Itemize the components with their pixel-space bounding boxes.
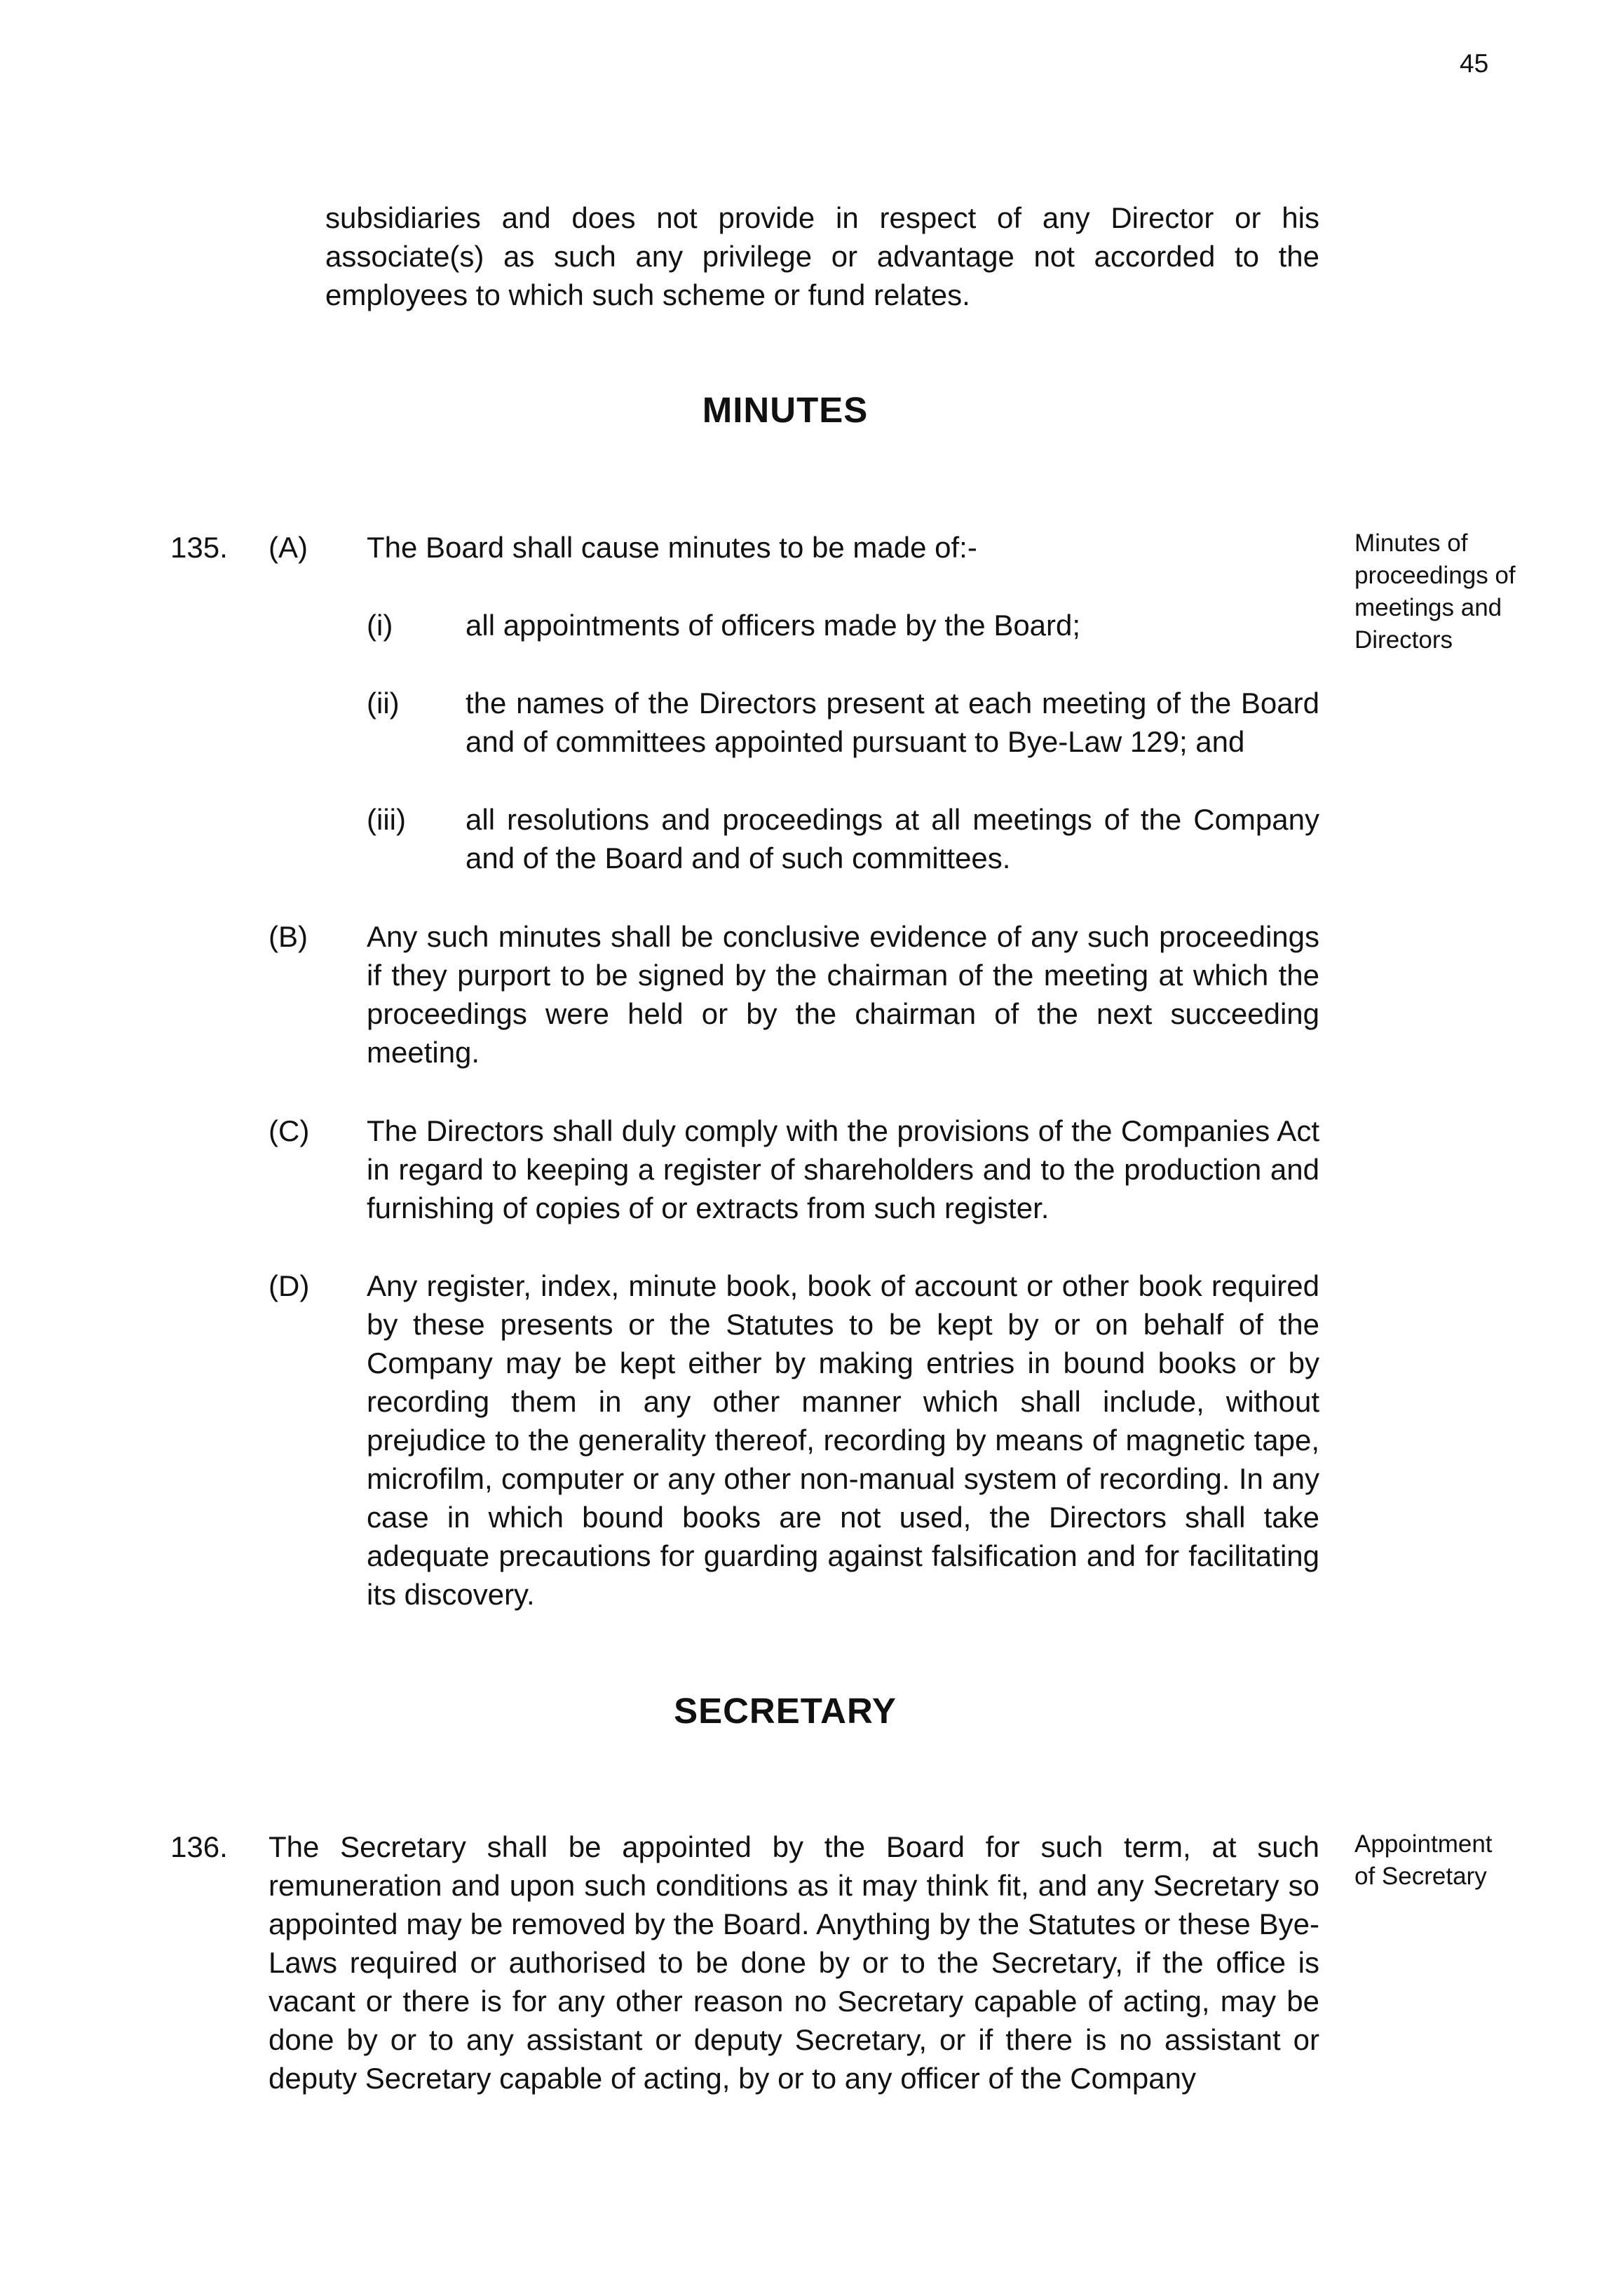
item-label-iii: (iii): [367, 803, 406, 836]
clause-text-b: Any such minutes shall be conclusive evidence of any such proceedings if they purport to be signed by the chairman of the meeting at which the proceedings were held or by the chairman of the next succeeding meeting.: [367, 920, 1319, 1069]
intro-paragraph: subsidiaries and does not provide in respect of any Director or his associate(s) as such any privilege or advantage not accorded to the employees to which such scheme or fund relates.: [325, 201, 1319, 311]
clause-label-c: (C): [269, 1114, 310, 1147]
item-label-i: (i): [367, 609, 393, 642]
clause-label-b: (B): [269, 920, 308, 953]
item-text-i: all appointments of officers made by the Board;: [466, 609, 1081, 642]
clause-label-d: (D): [269, 1269, 310, 1302]
section-heading-secretary: SECRETARY: [674, 1691, 897, 1731]
item-label-ii: (ii): [367, 687, 400, 720]
section-heading-minutes: MINUTES: [702, 390, 869, 430]
item-text-iii: all resolutions and proceedings at all meetings of the Company and of the Board and of such committees.: [466, 803, 1319, 874]
article-number-136: 136.: [170, 1830, 228, 1863]
clause-text-a: The Board shall cause minutes to be made of:-: [367, 531, 977, 564]
article-text-136: The Secretary shall be appointed by the Board for such term, at such remuneration and upon such conditions as it may think fit, and any Secretary so appointed may be removed by the Board. Anything by the Statutes or these Bye-Laws required or authorised to be done by or to the Secretary, if the office is vacant or there is for any other reason no Secretary capable of acting, may be done by or to any assistant or deputy Secretary, or if there is no assistant or deputy Secretary capable of acting, by or to any officer of the Company: [269, 1830, 1319, 2095]
clause-text-d: Any register, index, minute book, book of account or other book required by these presents or the Statutes to be kept by or on behalf of the Company may be kept either by making entries in bound books or by recording them in any other manner which shall include, without prejudice to the generality thereof, recording by means of magnetic tape, microfilm, computer or any other non-manual system of recording. In any case in which bound books are not used, the Directors shall take adequate precautions for guarding against falsification and for facilitating its discovery.: [367, 1269, 1319, 1611]
article-number-135: 135.: [170, 531, 228, 564]
page-number: 45: [1460, 49, 1489, 78]
clause-text-c: The Directors shall duly comply with the provisions of the Companies Act in regard to keeping a register of shareholders and to the production and furnishing of copies of or extracts from such register.: [367, 1114, 1319, 1224]
margin-note-secretary: Appointment of Secretary: [1354, 1830, 1493, 1890]
clause-label-a: (A): [269, 531, 308, 564]
margin-note-minutes: Minutes of proceedings of meetings and Directors: [1354, 529, 1516, 654]
item-text-ii: the names of the Directors present at each meeting of the Board and of committees appointed pursuant to Bye-Law 129; and: [466, 687, 1319, 758]
